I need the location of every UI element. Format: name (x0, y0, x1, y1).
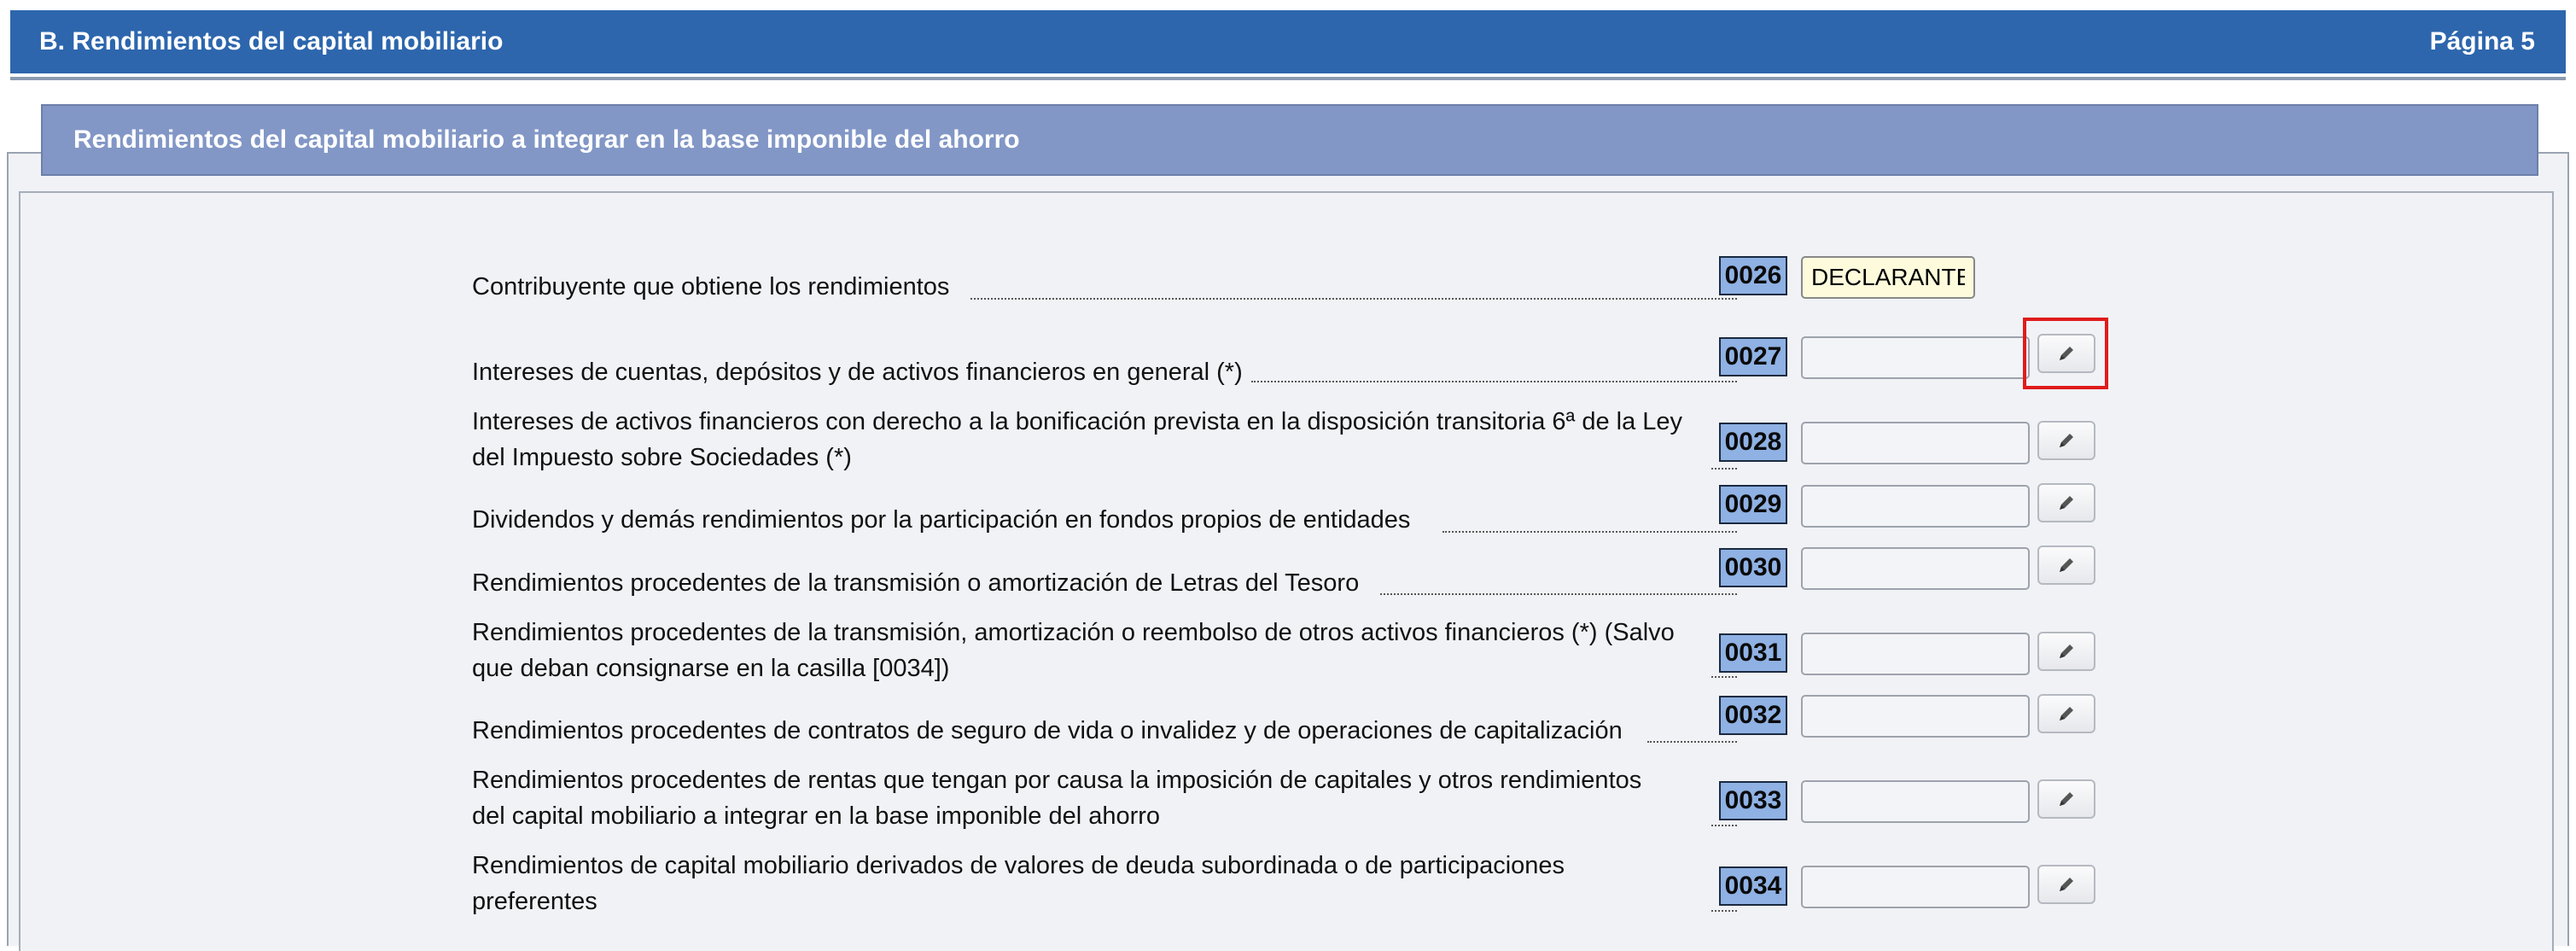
amount-input-0031[interactable] (1801, 633, 2030, 675)
row-label: Rendimientos de capital mobiliario derivados de valores de deuda subordinada o de participaciones preferentes (472, 852, 1565, 915)
box-code: 0028 (1719, 423, 1787, 462)
box-code: 0026 (1719, 256, 1787, 295)
edit-button-0029[interactable] (2037, 483, 2095, 522)
pencil-icon (2056, 641, 2077, 662)
leader-dots (970, 298, 1737, 300)
amount-input-0030[interactable] (1801, 547, 2030, 590)
leader-dots (1711, 910, 1737, 912)
pencil-icon (2056, 493, 2077, 513)
amount-input-0034[interactable] (1801, 866, 2030, 908)
leader-dots (1711, 676, 1737, 678)
amount-input-0033[interactable] (1801, 780, 2030, 823)
amount-input-0029[interactable] (1801, 485, 2030, 528)
box-code: 0032 (1719, 696, 1787, 735)
edit-button-0033[interactable] (2037, 779, 2095, 819)
edit-button-0028[interactable] (2037, 421, 2095, 460)
taxpayer-field[interactable] (1801, 256, 1975, 299)
pencil-icon (2056, 555, 2077, 575)
pencil-icon (2056, 430, 2077, 451)
row-label: Rendimientos procedentes de la transmisión, amortización o reembolso de otros activos financieros (*) (Salvo que deban consignarse en la casilla [0034]) (472, 619, 1675, 682)
header-title: B. Rendimientos del capital mobiliario (39, 27, 504, 55)
section-title (41, 104, 2538, 176)
pencil-icon (2056, 703, 2077, 724)
row-label: Rendimientos procedentes de la transmisión o amortización de Letras del Tesoro (472, 569, 1360, 597)
box-code: 0027 (1719, 337, 1787, 376)
section-title-text: Rendimientos del capital mobiliario a integrar en la base imponible del ahorro (73, 125, 1020, 154)
pencil-icon (2056, 789, 2077, 809)
leader-dots (1442, 531, 1737, 533)
amount-input-0028[interactable] (1801, 422, 2030, 464)
row-label: Contribuyente que obtiene los rendimientos (472, 273, 950, 300)
highlight-box (2023, 318, 2108, 389)
row-label: Intereses de activos financieros con derecho a la bonificación prevista en la disposición transitoria 6ª de la Ley del Impuesto sobre Sociedades (*) (472, 408, 1683, 471)
page-number: Página 5 (2429, 27, 2535, 55)
box-code: 0033 (1719, 781, 1787, 820)
header-divider (10, 77, 2566, 80)
edit-button-0031[interactable] (2037, 632, 2095, 671)
edit-button-0034[interactable] (2037, 865, 2095, 904)
leader-dots (1711, 468, 1737, 470)
leader-dots (1380, 593, 1737, 595)
amount-input-0032[interactable] (1801, 695, 2030, 738)
box-code: 0030 (1719, 548, 1787, 587)
row-label: Intereses de cuentas, depósitos y de activos financieros en general (*) (472, 359, 1243, 386)
page-header (10, 10, 2566, 73)
leader-dots (1251, 381, 1737, 382)
box-code: 0029 (1719, 485, 1787, 524)
leader-dots (1711, 825, 1737, 826)
edit-button-0030[interactable] (2037, 546, 2095, 585)
edit-button-0032[interactable] (2037, 694, 2095, 733)
box-code: 0031 (1719, 633, 1787, 673)
row-label: Dividendos y demás rendimientos por la participación en fondos propios de entidades (472, 506, 1411, 534)
leader-dots (1647, 741, 1737, 743)
amount-input-0027[interactable] (1801, 336, 2030, 379)
box-code: 0034 (1719, 866, 1787, 906)
row-label: Rendimientos procedentes de rentas que tengan por causa la imposición de capitales y otros rendimientos del capital mobiliario a integrar en la base imponible del ahorro (472, 767, 1642, 830)
pencil-icon (2056, 874, 2077, 895)
row-label: Rendimientos procedentes de contratos de seguro de vida o invalidez y de operaciones de capitalización (472, 717, 1623, 744)
